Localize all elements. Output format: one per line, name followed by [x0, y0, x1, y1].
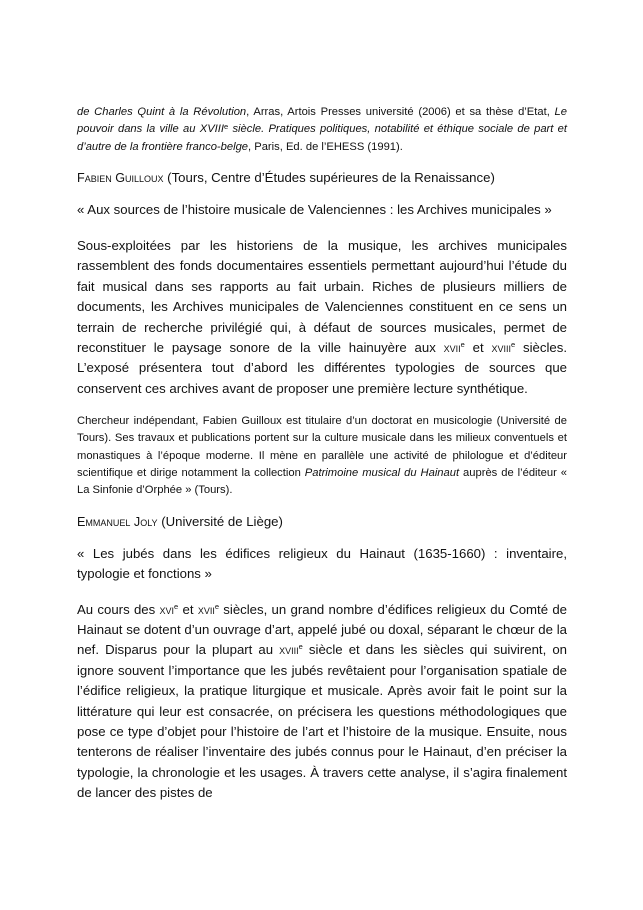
speaker1-abstract: [77, 236, 567, 399]
century-sup: e: [511, 339, 516, 349]
speaker1-talk-title: « Aux sources de l’histoire musicale de Valenciennes : les Archives municipales »: [77, 201, 552, 217]
abstract-text: Au cours des: [77, 601, 160, 617]
abstract-text: et: [464, 339, 492, 355]
bio-text-end: , Paris, Ed. de l’EHESS (1991).: [248, 140, 403, 153]
abstract-text: siècles, un grand nombre d’édifices religieux du Comté de Hainaut se dotent d’un ouvrage d’art, appelé jubé ou doxal, séparant le chœur de la nef. Disparus pour la plupart au: [77, 601, 568, 658]
century: xviii: [279, 642, 299, 658]
speaker1-heading: [77, 168, 567, 188]
thesis-sup: e: [224, 122, 229, 132]
century-sup: e: [214, 601, 219, 611]
century: xvii: [197, 601, 215, 617]
speaker2-abstract: [77, 600, 567, 804]
speaker2-talk-title: « Les jubés dans les édifices religieux du Hainaut (1635-1660) : inventaire, typologie et fonctions »: [77, 545, 567, 581]
abstract-text: siècles. L’exposé présentera tout d’abord les différentes typologies de sources que conservent ces archives avant de proposer une première lecture synthétique.: [77, 339, 568, 396]
century: xviii: [491, 339, 512, 355]
collection-title: Patrimoine musical du Hainaut: [304, 467, 460, 480]
century-sup: e: [460, 339, 465, 349]
speaker1-name: Fabien Guilloux: [77, 170, 164, 185]
bio-text: Chercheur indépendant, Fabien Guilloux est titulaire d’un doctorat en musicologie (Université de Tours). Ses travaux et publications portent sur la culture musicale dans les milieux conventuels et monastiques à l’époque moderne. Il mène en parallèle une activité de philologue et d’éditeur scientifique et dirige notamment la collection: [77, 415, 567, 480]
speaker2-name: Emmanuel Joly: [77, 514, 158, 529]
century-sup: e: [174, 601, 179, 611]
century: xvi: [159, 601, 175, 617]
speaker2-heading: [77, 512, 567, 532]
speaker1-bio: [77, 413, 567, 499]
speaker1-affiliation: (Tours, Centre d’Études supérieures de la Renaissance): [163, 169, 495, 185]
abstract-text: siècle et dans les siècles qui suivirent, on ignore souvent l’importance que les jubés revêtaient pour l’organisation spatiale de l’édifice religieux, la pratique liturgique et musicale. Après avoir fait le point sur la littérature qui leur est consacrée, on précisera les questions méthodologiques que pose ce type d’objet pour l’histoire de l’art et l’histoire de la musique. Ensuite, nous tenterons de réaliser l’inventaire des jubés connus pour le Hainaut, d’en préciser la typologie, la chronologie et les usages. À travers cette analyse, il s’agira finalement de lancer des pistes de: [77, 642, 567, 801]
century-sup: e: [298, 642, 303, 652]
bio-text-end: auprès de l’éditeur « La Sinfonie d’Orphée » (Tours).: [77, 467, 568, 497]
book-title: de Charles Quint à la Révolution: [77, 106, 247, 118]
document-page: [77, 104, 567, 804]
thesis-title-start: Le pouvoir dans la ville au XVIII: [77, 106, 567, 136]
abstract-text: et: [178, 601, 198, 617]
abstract-text: Sous-exploitées par les historiens de la musique, les archives municipales rassemblent des fonds documentaires essentiels permettant aujourd’hui l’étude du fait musical dans ses rapports au fait urbain. Riches de plusieurs milliers de documents, les Archives municipales de Valenciennes constituent en ce sens un terrain de recherche privilégié qui, à défaut de sources musicales, permet de reconstituer le paysage sonore de la ville hainuyère aux: [77, 237, 567, 355]
century: xvii: [443, 339, 461, 355]
speaker2-affiliation: (Université de Liège): [157, 513, 283, 529]
bio-text: , Arras, Artois Presses université (2006) et sa thèse d’Etat,: [246, 106, 555, 118]
thesis-title-end: siècle. Pratiques politiques, notabilité et éthique sociale de part et d’autre de la frontière franco-belge: [77, 123, 567, 153]
previous-speaker-bio: [77, 104, 567, 156]
